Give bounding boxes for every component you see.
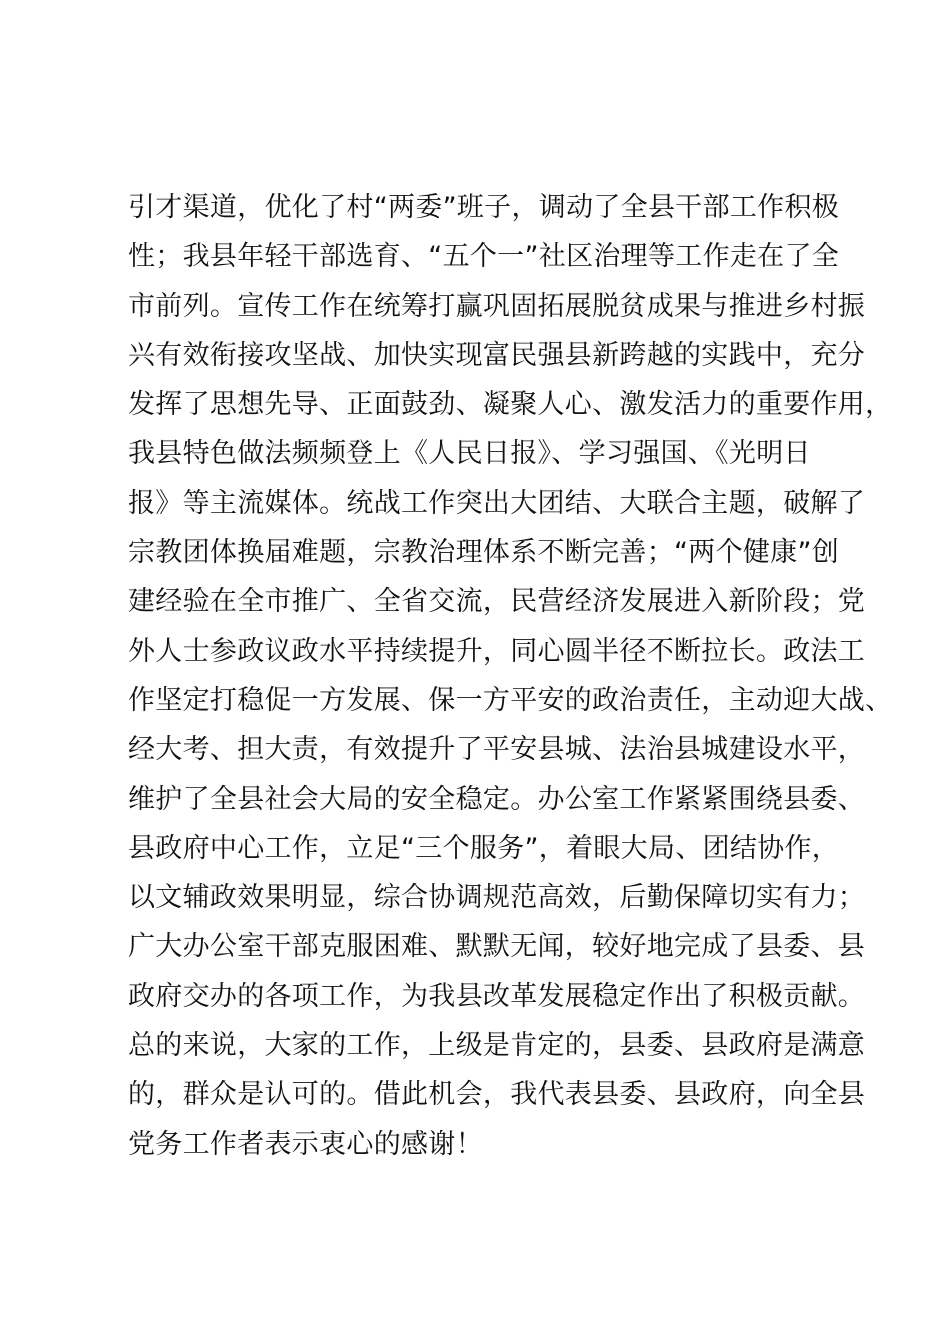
- text-line-10: 外人士参政议政水平持续提升，同心圆半径不断拉长。政法工: [128, 635, 866, 667]
- text-line-6: 我县特色做法频频登上《人民日报》、学习强国、《光明日: [128, 438, 811, 470]
- body-paragraph: [128, 183, 893, 1169]
- text-line-9: 建经验在全市推广、全省交流，民营经济发展进入新阶段；党: [128, 586, 866, 618]
- text-line-20: 党务工作者表示衷心的感谢！: [128, 1128, 483, 1160]
- text-line-7: 报》等主流媒体。统战工作突出大团结、大联合主题，破解了: [128, 487, 866, 519]
- text-line-18: 总的来说，大家的工作，上级是肯定的，县委、县政府是满意: [128, 1030, 866, 1062]
- text-line-13: 维护了全县社会大局的安全稳定。办公室工作紧紧围绕县委、: [128, 783, 866, 815]
- text-line-12: 经大考、担大责，有效提升了平安县城、法治县城建设水平，: [128, 734, 866, 766]
- text-line-14: 县政府中心工作，立足“三个服务”，着眼大局、团结协作，: [128, 832, 840, 864]
- text-line-3: 市前列。宣传工作在统筹打赢巩固拓展脱贫成果与推进乡村振: [128, 290, 866, 322]
- text-line-8: 宗教团体换届难题，宗教治理体系不断完善；“两个健康”创: [128, 537, 840, 569]
- text-line-1: 引才渠道，优化了村“两委”班子，调动了全县干部工作积极: [128, 192, 840, 223]
- text-line-19: 的，群众是认可的。借此机会，我代表县委、县政府，向全县: [128, 1079, 866, 1111]
- text-line-16: 广大办公室干部克服困难、默默无闻，较好地完成了县委、县: [128, 931, 866, 963]
- text-line-11: 作坚定打稳促一方发展、保一方平安的政治责任，主动迎大战、: [128, 684, 893, 716]
- text-line-2: 性；我县年轻干部选育、“五个一”社区治理等工作走在了全: [128, 241, 840, 273]
- text-line-4: 兴有效衔接攻坚战、加快实现富民强县新跨越的实践中，充分: [128, 339, 866, 371]
- text-line-17: 政府交办的各项工作，为我县改革发展稳定作出了积极贡献。: [128, 980, 866, 1012]
- text-line-15: 以文辅政效果明显，综合协调规范高效，后勤保障切实有力；: [128, 882, 866, 914]
- text-line-5: 发挥了思想先导、正面鼓劲、凝聚人心、激发活力的重要作用，: [128, 389, 893, 421]
